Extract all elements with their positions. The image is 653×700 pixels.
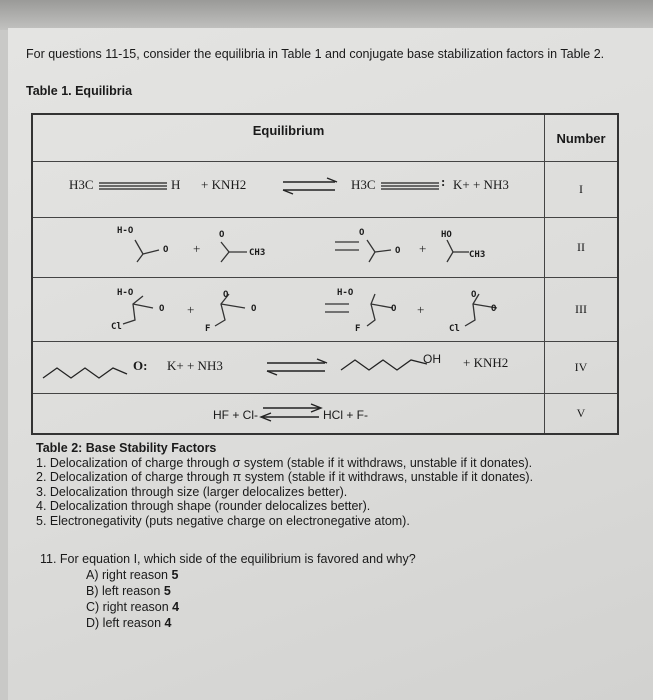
option-c[interactable] <box>40 599 416 615</box>
factor-4: 4. Delocalization through shape (rounder delocalizes better). <box>36 499 371 514</box>
header-number: Number <box>545 114 619 162</box>
number-2: II <box>545 218 619 278</box>
factor-2: 2. Delocalization of charge through π system (stable if it withdraws, unstable if it donates). <box>36 470 534 485</box>
option-d-text: D) left reason <box>86 616 165 630</box>
option-a[interactable] <box>40 567 416 583</box>
option-d[interactable] <box>40 615 416 631</box>
row2-ch3-1: CH3 <box>249 248 266 258</box>
option-c-num: 4 <box>172 600 180 614</box>
row2-o-1: O <box>163 245 169 255</box>
row3-plus-1: + <box>187 302 195 317</box>
option-c-text: C) right reason <box>86 600 173 614</box>
triple-bond-right <box>381 180 443 192</box>
row4-oh: OH <box>423 352 441 366</box>
row4-k-nh3: K+ + NH3 <box>167 358 223 373</box>
top-shadow <box>0 0 653 30</box>
row2-ho-2: HO <box>441 230 452 240</box>
option-b[interactable] <box>40 583 416 599</box>
row3-o-2: O <box>223 290 229 300</box>
row4-chain-right <box>339 350 431 376</box>
row3-ho-2: H-O <box>337 288 354 298</box>
table2-title: Table 2: Base Stability Factors <box>36 441 217 455</box>
factor-1: 1. Delocalization of charge through σ system (stable if it withdraws, unstable if it donates). <box>36 455 533 470</box>
row5-arrows <box>259 400 325 426</box>
row2-plus-2: + <box>419 241 427 256</box>
factor-5: 5. Electronegativity (puts negative charge on electronegative atom). <box>36 513 410 528</box>
row3-cl-1: Cl <box>111 322 122 332</box>
row3-structures <box>103 286 543 336</box>
h3c-right: H3C <box>351 177 376 192</box>
table2 <box>36 441 636 529</box>
option-a-text: A) right reason <box>86 568 172 582</box>
equilibrium-row-1 <box>32 162 545 218</box>
triple-bond <box>99 180 169 192</box>
row3-o-4: O <box>391 304 397 314</box>
row4-chain-left <box>41 356 137 382</box>
row2-ho-1: H-O <box>117 226 134 236</box>
h3c-left: H3C <box>69 177 94 192</box>
number-4: IV <box>545 342 619 394</box>
row2-o-4: O <box>395 246 401 256</box>
row2-ch3-2: CH3 <box>469 250 486 260</box>
row3-plus-2: + <box>417 302 425 317</box>
row3-o-3: O <box>251 304 257 314</box>
factor-3: 3. Delocalization through size (larger delocalizes better). <box>36 484 348 499</box>
k-nh3-product: K+ + NH3 <box>453 177 509 192</box>
option-b-text: B) left reason <box>86 584 164 598</box>
equilibrium-row-5 <box>32 394 545 434</box>
number-5: V <box>545 394 619 434</box>
equilibria-table <box>31 113 619 435</box>
row4-arrows <box>263 356 333 378</box>
row5-left: HF + Cl- <box>213 408 258 422</box>
row3-ho-1: H-O <box>117 288 134 298</box>
option-d-num: 4 <box>164 616 172 630</box>
option-a-num: 5 <box>171 568 179 582</box>
row2-plus-1: + <box>193 241 201 256</box>
lone-pair: : <box>441 174 446 189</box>
header-equilibrium: Equilibrium <box>32 114 545 162</box>
equilibrium-arrows <box>281 176 341 196</box>
row2-structures <box>113 228 533 268</box>
row4-knh2: + KNH2 <box>463 355 509 370</box>
option-b-num: 5 <box>163 584 171 598</box>
row3-o-5: O <box>471 290 477 300</box>
equilibrium-row-2 <box>32 218 545 278</box>
h-atom: H <box>171 177 181 192</box>
row3-f-2: F <box>355 324 361 334</box>
row2-o-3: O <box>359 228 365 238</box>
row3-o-1: O <box>159 304 165 314</box>
question-11 <box>40 551 416 631</box>
row3-f-1: F <box>205 324 211 334</box>
row3-cl-2: Cl <box>449 324 460 334</box>
number-3: III <box>545 278 619 342</box>
equilibrium-row-3 <box>32 278 545 342</box>
row4-oxide: O: <box>133 358 148 373</box>
intro-text: For questions 11-15, consider the equilibria in Table 1 and conjugate base stabilization factors in Table 2. <box>26 47 605 61</box>
equilibrium-row-4 <box>32 342 545 394</box>
row2-o-2: O <box>219 230 225 240</box>
question-stem: 11. For equation I, which side of the equilibrium is favored and why? <box>40 552 416 566</box>
knh2-reagent: + KNH2 <box>201 177 247 192</box>
table1-title: Table 1. Equilibria <box>26 84 133 98</box>
number-1: I <box>545 162 619 218</box>
row3-o-6: O <box>491 304 497 314</box>
row5-right: HCl + F- <box>323 408 368 422</box>
